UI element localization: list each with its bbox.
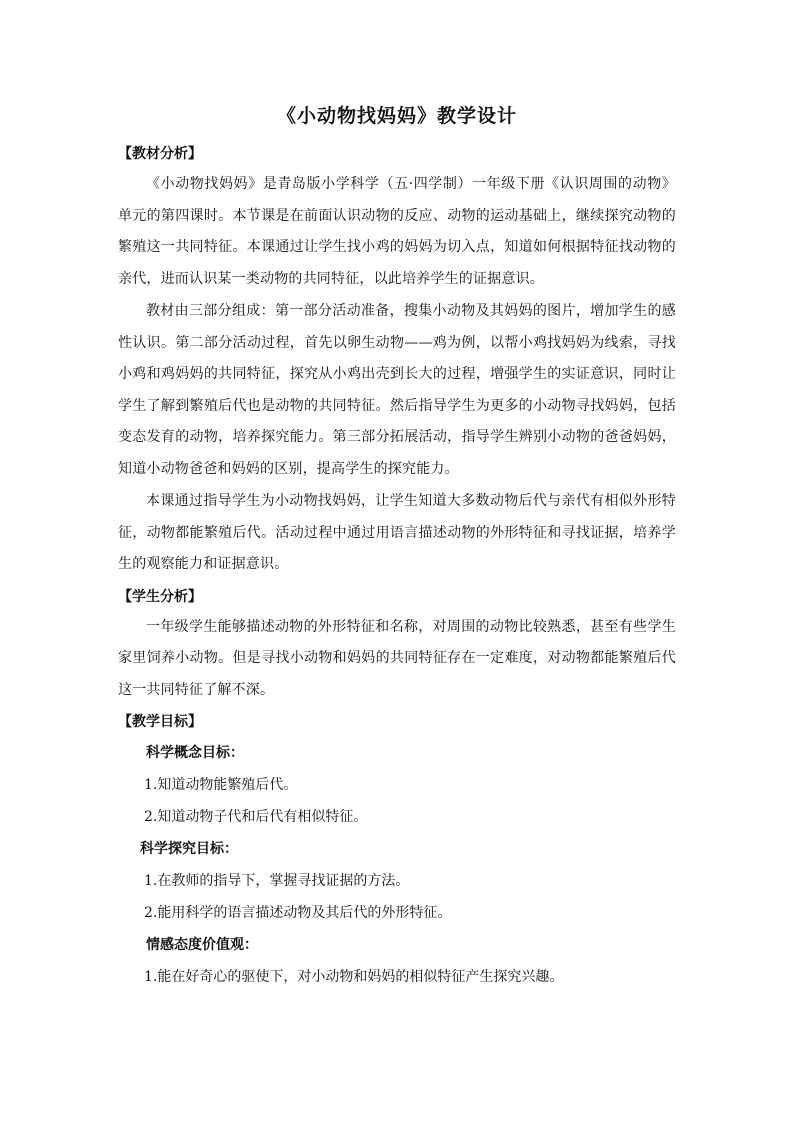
paragraph: 《小动物找妈妈》是青岛版小学科学（五·四学制）一年级下册《认识周围的动物》单元的第四课时。本节课是在前面认识动物的反应、动物的运动基础上，继续探究动物的繁殖这一共同特征。本课通过让学生找小鸡的妈妈为切入点，知道如何根据特征找动物的亲代，进而认识某一类动物的共同特征，以此培养学生的证据意识。: [118, 176, 676, 287]
list-item: 2.能用科学的语言描述动物及其后代的外形特征。: [144, 905, 452, 921]
paragraph: 一年级学生能够描述动物的外形特征和名称，对周围的动物比较熟悉，甚至有些学生家里饲养小动物。但是寻找小动物和妈妈的共同特征存在一定难度，对动物都能繁殖后代这一共同特征了解不深。: [118, 618, 676, 698]
section-heading: 【教材分析】: [118, 146, 202, 162]
paragraph: 本课通过指导学生为小动物找妈妈，让学生知道大多数动物后代与亲代有相似外形特征，动物都能繁殖后代。活动过程中通过用语言描述动物的外形特征和寻找证据，培养学生的观察能力和证据意识。: [118, 493, 676, 572]
list-item: 2.知道动物子代和后代有相似特征。: [144, 809, 368, 825]
section-student-analysis: [118, 582, 676, 707]
section-textbook-analysis: [118, 139, 676, 581]
subheading-attitude-goals: 情感态度价值观：: [146, 937, 258, 953]
section-teaching-goals: [118, 707, 676, 993]
document-title: 《小动物找妈妈》教学设计: [276, 105, 517, 127]
list-item: 1.能在好奇心的驱使下，对小动物和妈妈的相似特征产生探究兴趣。: [144, 969, 564, 985]
subheading-concept-goals: 科学概念目标：: [146, 745, 244, 761]
section-heading: 【教学目标】: [118, 714, 202, 730]
list-item: 1.在教师的指导下，掌握寻找证据的方法。: [144, 873, 410, 889]
list-item: 1.知道动物能繁殖后代。: [144, 777, 298, 793]
paragraph: 教材由三部分组成：第一部分活动准备，搜集小动物及其妈妈的图片，增加学生的感性认识。第二部分活动过程，首先以卵生动物——鸡为例，以帮小鸡找妈妈为线索，寻找小鸡和鸡妈妈的共同特征，探究从小鸡出壳到长大的过程，增强学生的实证意识，同时让学生了解到繁殖后代也是动物的共同特征。然后指导学生为更多的小动物寻找妈妈，包括变态发育的动物，培养探究能力。第三部分拓展活动，指导学生辨别小动物的爸爸妈妈，知道小动物爸爸和妈妈的区别，提高学生的探究能力。: [118, 303, 676, 477]
subheading-inquiry-goals: 科学探究目标：: [140, 841, 238, 857]
section-heading: 【学生分析】: [118, 588, 202, 605]
